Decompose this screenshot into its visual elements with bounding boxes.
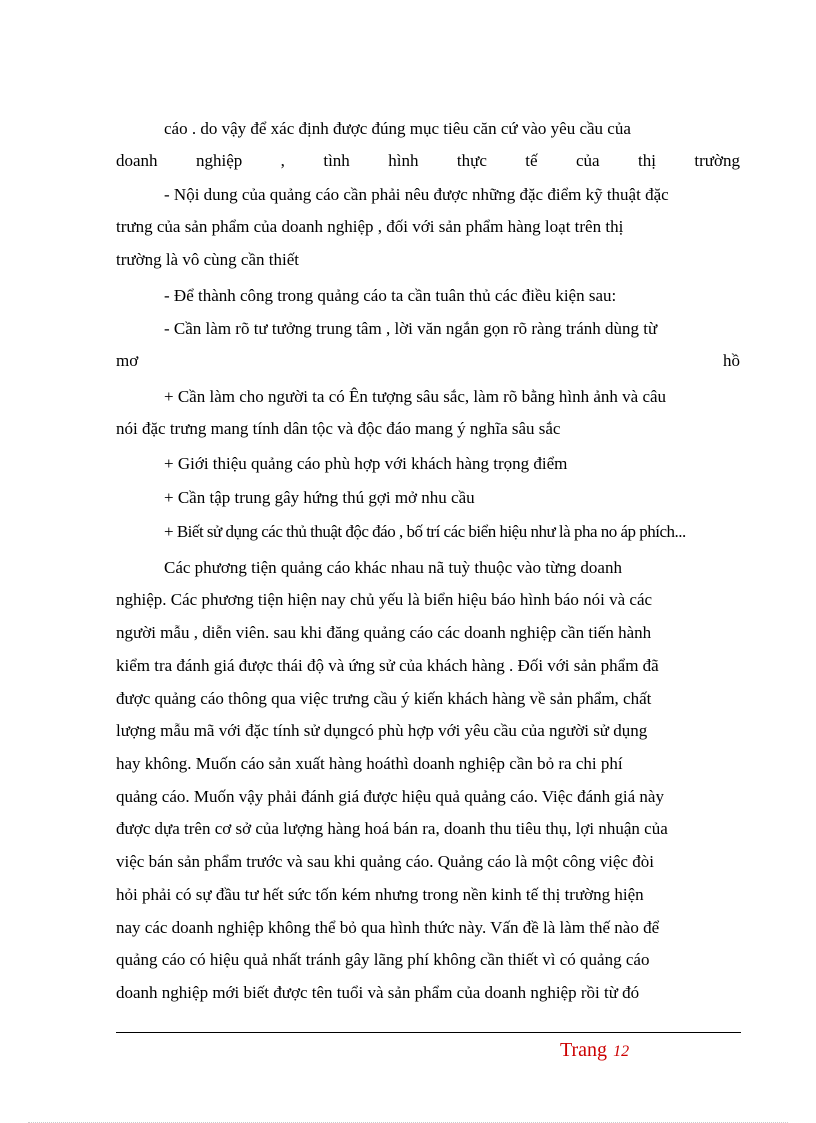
text-line: doanh nghiệp , tình hình thực tế của thị trường bbox=[116, 151, 740, 170]
text-line: người mẫu , diễn viên. sau khi đăng quảng cáo các doanh nghiệp cần tiến hành bbox=[116, 623, 652, 642]
text-line: - Nội dung của quảng cáo cần phải nêu được những đặc điểm kỹ thuật đặc bbox=[164, 185, 669, 204]
page-word: Trang bbox=[560, 1039, 608, 1061]
text-line: Các phương tiện quảng cáo khác nhau nã tuỳ thuộc vào từng doanh bbox=[164, 558, 622, 577]
footer-divider bbox=[116, 1032, 741, 1033]
text-line: quảng cáo. Muốn vậy phải đánh giá được hiệu quả quảng cáo. Việc đánh giá này bbox=[116, 787, 664, 806]
text-line: + Cần tập trung gây hứng thú gợi mở nhu cầu bbox=[164, 488, 475, 507]
text-line: mơ hồ bbox=[116, 351, 740, 370]
page-number: 12 bbox=[613, 1043, 630, 1060]
page-number-label bbox=[560, 1038, 629, 1064]
text-line: nay các doanh nghiệp không thể bỏ qua hình thức này. Vấn đề là làm thế nào để bbox=[116, 918, 660, 937]
text-line: cáo . do vậy để xác định được đúng mục tiêu căn cứ vào yêu cầu của bbox=[164, 119, 631, 138]
text-line: kiểm tra đánh giá được thái độ và ứng sử của khách hàng . Đối với sản phẩm đã bbox=[116, 656, 659, 675]
text-line: được quảng cáo thông qua việc trưng cầu ý kiến khách hàng về sản phẩm, chất bbox=[116, 689, 652, 708]
text-line: lượng mẫu mã với đặc tính sử dụngcó phù hợp với yêu cầu của người sử dụng bbox=[116, 721, 648, 740]
text-line: trường là vô cùng cần thiết bbox=[116, 250, 299, 269]
text-line: - Để thành công trong quảng cáo ta cần tuân thủ các điều kiện sau: bbox=[164, 286, 617, 305]
text-line: hay không. Muốn cáo sản xuất hàng hoáthì doanh nghiệp cần bỏ ra chi phí bbox=[116, 754, 623, 773]
text-line: việc bán sản phẩm trước và sau khi quảng cáo. Quảng cáo là một công việc đòi bbox=[116, 852, 654, 871]
text-line: hỏi phải có sự đầu tư hết sức tốn kém nhưng trong nền kinh tế thị trường hiện bbox=[116, 885, 644, 904]
text-line: + Cần làm cho người ta có Ên tượng sâu sắc, làm rõ bằng hình ảnh và câu bbox=[164, 387, 667, 406]
text-line: trưng của sản phẩm của doanh nghiệp , đối với sản phẩm hàng loạt trên thị bbox=[116, 217, 624, 236]
text-line: + Giới thiệu quảng cáo phù hợp với khách hàng trọng điểm bbox=[164, 454, 568, 473]
text-line: nói đặc trưng mang tính dân tộc và độc đáo mang ý nghĩa sâu sắc bbox=[116, 419, 561, 438]
text-line: nghiệp. Các phương tiện hiện nay chủ yếu là biển hiệu báo hình báo nói và các bbox=[116, 590, 653, 609]
text-line: - Cần làm rõ tư tưởng trung tâm , lời văn ngắn gọn rõ ràng tránh dùng từ bbox=[164, 319, 658, 338]
text-line: + Biết sử dụng các thủ thuật độc đáo , bố trí các biển hiệu như là pha no áp phích... bbox=[164, 522, 686, 541]
text-line: được dựa trên cơ sở của lượng hàng hoá bán ra, doanh thu tiêu thụ, lợi nhuận của bbox=[116, 819, 668, 838]
text-line: doanh nghiệp mới biết được tên tuổi và sản phẩm của doanh nghiệp rồi từ đó bbox=[116, 983, 640, 1002]
text-line: quảng cáo có hiệu quả nhất tránh gây lãng phí không cần thiết vì có quảng cáo bbox=[116, 950, 650, 969]
